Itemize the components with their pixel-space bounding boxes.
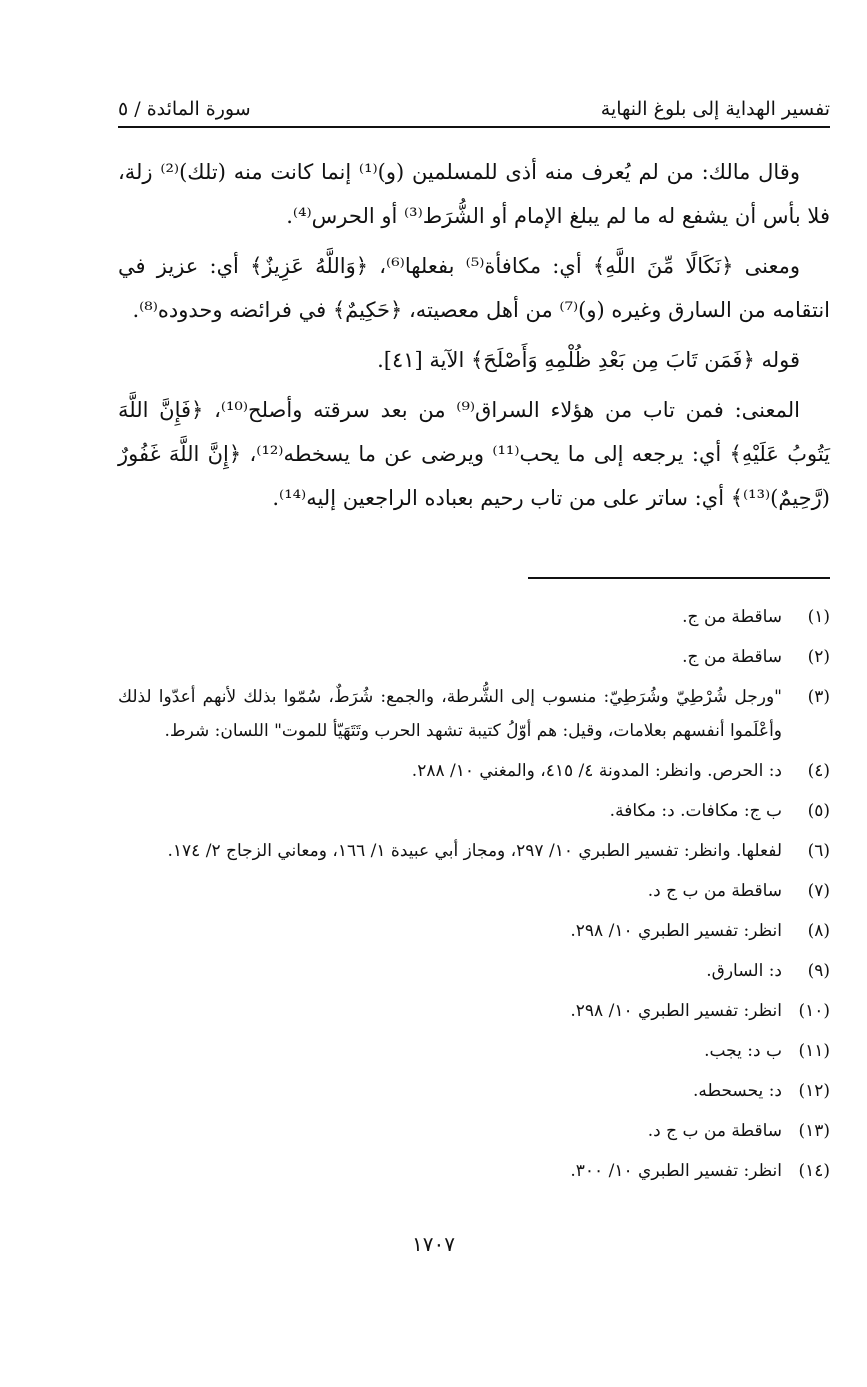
footnote-text: لفعلها. وانظر: تفسير الطبري ١٠/ ٢٩٧، ومجاز أبي عبيدة ١/ ١٦٦، ومعاني الزجاج ٢/ ١٧٤. <box>167 841 782 861</box>
paragraph-text: قوله ﴿فَمَن تَابَ مِن بَعْدِ ظُلْمِهِ وَأَصْلَحَ﴾ الآية [٤١]. <box>377 348 800 372</box>
paragraph-text: وقال مالك: من لم يُعرف منه أذى للمسلمين (و)⁽¹⁾ إنما كانت منه (تلك)⁽²⁾ زلة، فلا بأس أن يشفع له ما لم يبلغ الإمام أو الشُّرَط⁽³⁾ أو الحرس⁽⁴⁾. <box>118 160 830 228</box>
footnote-text: ساقطة من ب ج د. <box>647 881 782 901</box>
footnote-number: (٢) <box>807 647 830 667</box>
body-paragraph <box>118 150 830 238</box>
footnote <box>118 1074 830 1108</box>
footnote-number: (٣) <box>807 687 830 707</box>
body-paragraph <box>118 244 830 332</box>
footnote-number: (١) <box>807 607 830 627</box>
main-text <box>118 150 830 526</box>
footnote-text: "ورجل شُرْطِيّ وشُرَطِيّ: منسوب إلى الشُّرطة، والجمع: شُرَطٌ، سُمّوا بذلك لأنهم أعدّوا لذلك وأعْلَموا أنفسهم بعلامات، وقيل: هم أوّلُ كتيبة تشهد الحرب وتَتَهَيّأ للموت" اللسان: شرط. <box>118 687 782 741</box>
footnote-number: (١٢) <box>798 1081 830 1101</box>
footnote <box>118 600 830 634</box>
footnote-text: ب د: يجب. <box>704 1041 782 1061</box>
surah-label: سورة المائدة / ٥ <box>118 98 251 120</box>
footnote <box>118 874 830 908</box>
footnote <box>118 1114 830 1148</box>
footnote <box>118 794 830 828</box>
footnote <box>118 1034 830 1068</box>
footnote-text: ب ج: مكافات. د: مكافة. <box>609 801 782 821</box>
footnote-number: (٥) <box>807 801 830 821</box>
footnote-number: (١٤) <box>798 1161 830 1181</box>
footnote <box>118 834 830 868</box>
paragraph-text: ومعنى ﴿نَكَالًا مِّنَ اللَّهِ﴾ أي: مكافأة⁽⁵⁾ بفعلها⁽⁶⁾، ﴿وَاللَّهُ عَزِيزٌ﴾ أي: عزيز في انتقامه من السارق وغيره (و)⁽⁷⁾ من أهل معصيته، ﴿حَكِيمٌ﴾ في فرائضه وحدوده⁽⁸⁾. <box>118 254 830 322</box>
footnote-text: ساقطة من ج. <box>682 647 782 667</box>
paragraph-text: المعنى: فمن تاب من هؤلاء السراق⁽⁹⁾ من بعد سرقته وأصلح⁽¹⁰⁾، ﴿فَإِنَّ اللَّهَ يَتُوبُ عَلَيْهِ﴾ أي: يرجعه إلى ما يحب⁽¹¹⁾ ويرضى عن ما يسخطه⁽¹²⁾، ﴿إِنَّ اللَّهَ غَفُورٌ (رَّحِيمٌ)⁽¹³⁾﴾ أي: ساتر على من تاب رحيم بعباده الراجعين إليه⁽¹⁴⁾. <box>118 398 831 510</box>
body-paragraph <box>118 388 830 520</box>
footnote-number: (٨) <box>807 921 830 941</box>
footnote-number: (٩) <box>807 961 830 981</box>
footnote-number: (٤) <box>807 761 830 781</box>
footnote <box>118 954 830 988</box>
footnote-divider <box>528 577 830 579</box>
footnote-number: (١٠) <box>798 1001 830 1021</box>
footnote <box>118 680 830 748</box>
body-paragraph <box>118 338 830 382</box>
footnote-text: انظر: تفسير الطبري ١٠/ ٣٠٠. <box>570 1161 782 1181</box>
footnote-text: انظر: تفسير الطبري ١٠/ ٢٩٨. <box>570 921 782 941</box>
footnotes <box>118 600 830 1194</box>
footnote <box>118 914 830 948</box>
footnote-text: ساقطة من ج. <box>682 607 782 627</box>
footnote-number: (١١) <box>798 1041 830 1061</box>
footnote <box>118 640 830 674</box>
footnote-text: د: الحرص. وانظر: المدونة ٤/ ٤١٥، والمغني ١٠/ ٢٨٨. <box>411 761 782 781</box>
footnote-text: انظر: تفسير الطبري ١٠/ ٢٩٨. <box>570 1001 782 1021</box>
running-header <box>118 92 830 128</box>
book-title: تفسير الهداية إلى بلوغ النهاية <box>600 98 830 120</box>
footnote <box>118 754 830 788</box>
footnote <box>118 994 830 1028</box>
footnote-number: (١٣) <box>798 1121 830 1141</box>
footnote-text: د: السارق. <box>706 961 782 981</box>
footnote <box>118 1154 830 1188</box>
footnote-text: ساقطة من ب ج د. <box>647 1121 782 1141</box>
footnote-text: د: يحسحطه. <box>692 1081 782 1101</box>
footnote-number: (٧) <box>807 881 830 901</box>
footnote-number: (٦) <box>807 841 830 861</box>
page-number: ١٧٠٧ <box>412 1232 455 1256</box>
